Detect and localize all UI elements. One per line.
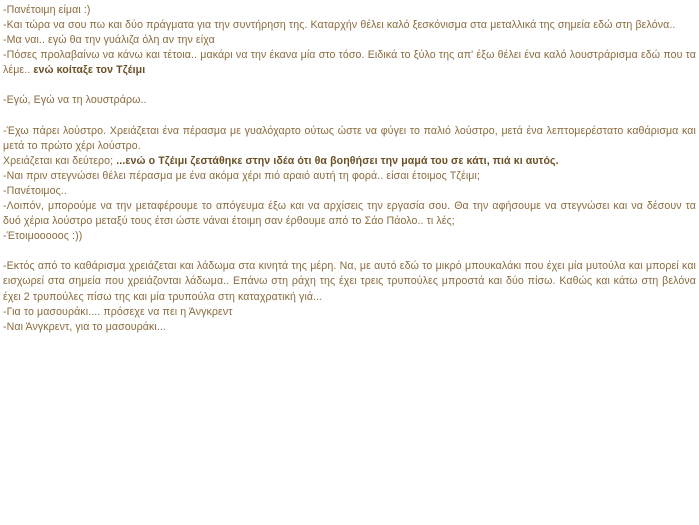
dialogue-line [3, 93, 696, 108]
document-body [3, 3, 696, 335]
dialogue-line [3, 184, 696, 199]
narration-text: ...ενώ ο Τζέιμι ζεστάθηκε στην ιδέα ότι θα βοηθήσει την μαμά του σε κάτι, πιά κι αυτός. [116, 154, 559, 167]
dialogue-text: -Έτοιμοοοοος :)) [3, 230, 83, 243]
dialogue-text: -Πανέτοιμος.. [3, 184, 67, 197]
dialogue-line [3, 305, 696, 320]
dialogue-text: -Ναι Άνγκρεντ, για το μασουράκι... [3, 320, 166, 333]
dialogue-text: -Έχω πάρει λούστρο. Χρειάζεται ένα πέρασμα με γυαλόχαρτο ούτως ώστε να φύγει το παλιό λούστρο, μετά ένα λεπτομερέστατο καθάρισμα και μετά το πρώτο χέρι λούστρο. [3, 124, 696, 152]
blank-line [3, 244, 696, 259]
dialogue-text: -Λοιπόν, μπορούμε να την μεταφέρουμε το απόγευμα έξω και να αρχίσεις την εργασία σου. Θα την αφήσουμε να στεγνώσει και να δέσουν τα δυό χέρια λούστρο μεταξύ τους έτσι ώστε νάναι έτοιμη σαν έρθουμε από το Σάο Πάολο.. τι λές; [3, 200, 696, 228]
dialogue-line [3, 229, 696, 244]
dialogue-line [3, 320, 696, 335]
dialogue-text: -Εγώ, Εγώ να τη λουστράρω.. [3, 94, 147, 107]
dialogue-text: -Για το μασουράκι.... πρόσεχε να πει η Άνγκρεντ [3, 305, 233, 318]
dialogue-text: Χρειάζεται και δεύτερο; [3, 154, 114, 167]
dialogue-line [3, 124, 696, 154]
dialogue-line [3, 18, 696, 33]
narration-text: ενώ κοίταξε τον Τζέιμι [33, 64, 146, 77]
dialogue-line [3, 33, 696, 48]
dialogue-line [3, 48, 696, 78]
blank-line [3, 109, 696, 124]
blank-line [3, 78, 696, 93]
dialogue-text: -Πανέτοιμη είμαι :) [3, 4, 91, 16]
dialogue-line [3, 154, 696, 169]
dialogue-line [3, 259, 696, 304]
dialogue-text: -Ναι πριν στεγνώσει θέλει πέρασμα με ένα ακόμα χέρι πιό αραιό αυτή τη φορά.. είσαι έτοιμος Τζέιμι; [3, 169, 481, 182]
dialogue-text: -Πόσες προλαβαίνω να κάνω και τέτοια.. μακάρι να την έκανα μία στο τόσο. Ειδικά το ξύλο της απ' έξω θέλει ένα καλό λουστράρισμα εδώ που τα λέμε.. [3, 49, 696, 77]
dialogue-line [3, 199, 696, 229]
dialogue-text: -Μα ναι.. εγώ θα την γυάλιζα όλη αν την είχα [3, 34, 215, 47]
dialogue-text: -Και τώρα να σου πω και δύο πράγματα για την συντήρηση της. Καταρχήν θέλει καλό ξεσκόνισμα στα μεταλλικά της σημεία εδώ στη βελόνα.. [3, 19, 676, 32]
dialogue-line [3, 169, 696, 184]
dialogue-line [3, 3, 696, 18]
dialogue-text: -Εκτός από το καθάρισμα χρειάζεται και λάδωμα στα κινητά της μέρη. Να, με αυτό εδώ το μικρό μπουκαλάκι που έχει μία μυτούλα και μπορεί και εισχωρεί στα σημεία που χρειάζονται λάδωμα.. Επάνω στη ράχη της έχει τρεις τρυπούλες μπροστά και δύο πίσω. Καθώς και κάτω στη βελόνα έχει 2 τρυπούλες πίσω της και μία τρυπούλα στη καταχρατική γιά... [3, 260, 696, 303]
